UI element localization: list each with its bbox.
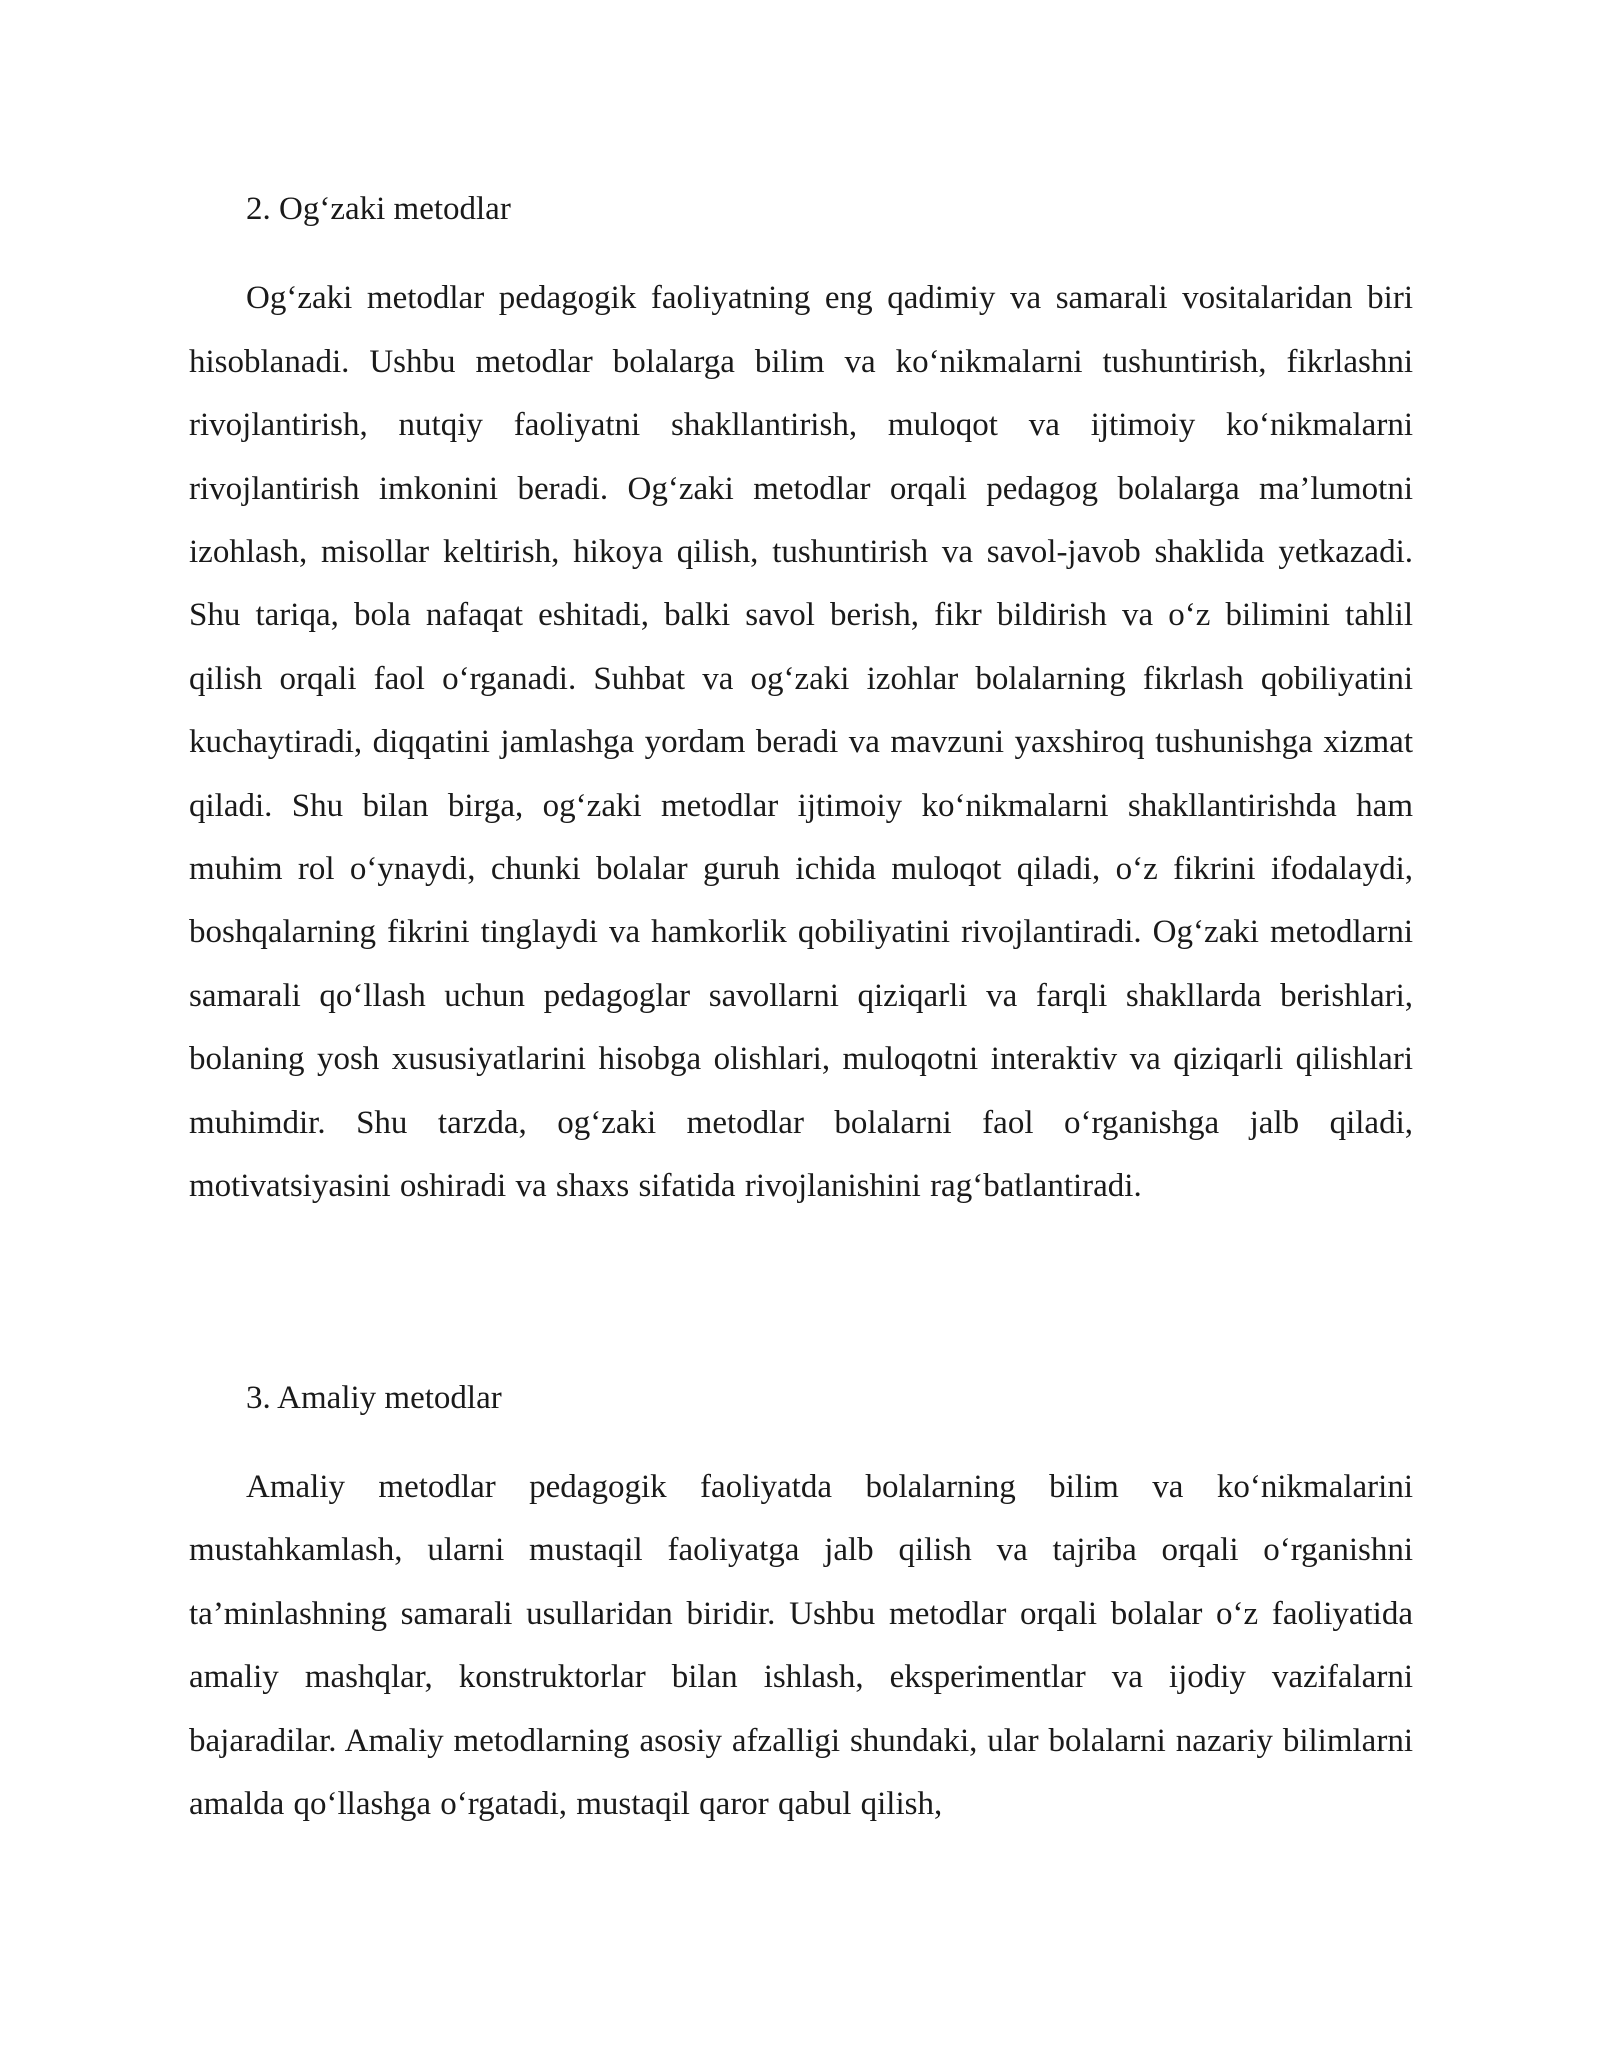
paragraph-ogzaki: Og‘zaki metodlar pedagogik faoliyatning eng qadimiy va samarali vositalaridan biri hisoblanadi. Ushbu metodlar bolalarga bilim va ko‘nikmalarni tushuntirish, fikrlashni rivojlantirish, nutqiy faoliyatni shakllantirish, muloqot va ijtimoiy ko‘nikmalarni rivojlantirish imkonini beradi. Og‘zaki metodlar orqali pedagog bolalarga ma’lumotni izohlash, misollar keltirish, hikoya qilish, tushuntirish va savol-javob shaklida yetkazadi. Shu tariqa, bola nafaqat eshitadi, balki savol berish, fikr bildirish va o‘z bilimini tahlil qilish orqali faol o‘rganadi. Suhbat va og‘zaki izohlar bolalarning fikrlash qobiliyatini kuchaytiradi, diqqatini jamlashga yordam beradi va mavzuni yaxshiroq tushunishga xizmat qiladi. Shu bilan birga, og‘zaki metodlar ijtimoiy ko‘nikmalarni shakllantirishda ham muhim rol o‘ynaydi, chunki bolalar guruh ichida muloqot qiladi, o‘z fikrini ifodalaydi, boshqalarning fikrini tinglaydi va hamkorlik qobiliyatini rivojlantiradi. Og‘zaki metodlarni samarali qo‘llash uchun pedagoglar savollarni qiziqarli va farqli shakllarda berishlari, bolaning yosh xususiyatlarini hisobga olishlari, muloqotni interaktiv va qiziqarli qilishlari muhimdir. Shu tarzda, og‘zaki metodlar bolalarni faol o‘rganishga jalb qiladi, motivatsiyasini oshiradi va shaxs sifatida rivojlanishini rag‘batlantiradi.	[189, 280, 1413, 1205]
paragraph-amaliy: Amaliy metodlar pedagogik faoliyatda bolalarning bilim va ko‘nikmalarini mustahkamlash, ularni mustaqil faoliyatga jalb qilish va tajriba orqali o‘rganishni ta’minlashning samarali usullaridan biridir. Ushbu metodlar orqali bolalar o‘z faoliyatida amaliy mashqlar, konstruktorlar bilan ishlash, eksperimentlar va ijodiy vazifalarni bajaradilar. Amaliy metodlarning asosiy afzalligi shundaki, ular bolalarni nazariy bilimlarni amalda qo‘llashga o‘rgatadi, mustaqil qaror qabul qilish,	[189, 1468, 1413, 1822]
spacer	[189, 241, 1413, 267]
section-heading-amaliy: 3. Amaliy metodlar	[246, 1379, 502, 1416]
document-body	[189, 178, 1413, 1836]
section-heading-ogzaki: 2. Og‘zaki metodlar	[246, 191, 511, 227]
spacer	[189, 1430, 1413, 1456]
spacer	[189, 1219, 1413, 1367]
